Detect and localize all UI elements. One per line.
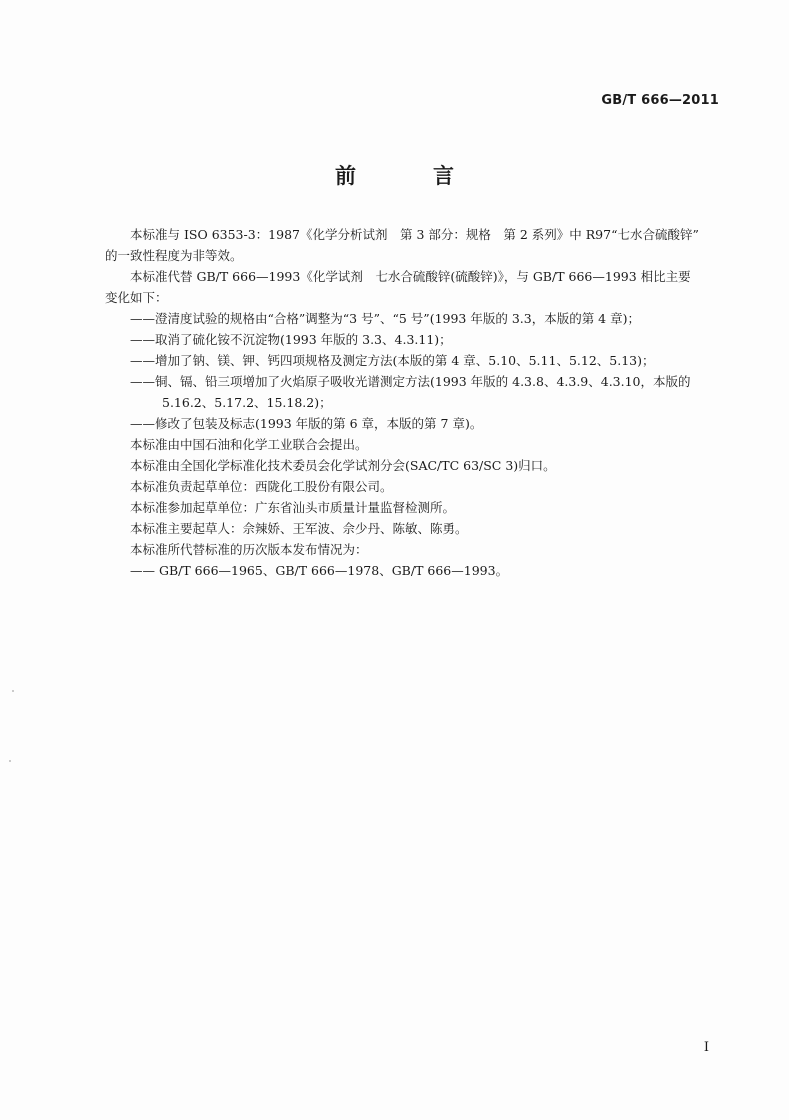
paragraph-drafting-unit: 本标准负责起草单位：西陇化工股份有限公司。: [130, 479, 393, 494]
scan-speck: [9, 760, 11, 762]
change-item-flame-aas-line1: ——铜、镉、铅三项增加了火焰原子吸收光谱测定方法(1993 年版的 4.3.8、4.3.9、4.3.10，本版的: [130, 374, 691, 389]
change-item-packaging: ——修改了包装及标志(1993 年版的第 6 章，本版的第 7 章)。: [130, 416, 483, 431]
paragraph-equivalence-line1: 本标准与 ISO 6353-3：1987《化学分析试剂 第 3 部分：规格 第 2 系列》中 R97“七水合硫酸锌”: [130, 227, 699, 242]
change-item-added-elements: ——增加了钠、镁、钾、钙四项规格及测定方法(本版的第 4 章、5.10、5.11、5.12、5.13)；: [130, 353, 655, 368]
page-title: 前 言: [335, 164, 482, 188]
paragraph-equivalence-line2: 的一致性程度为非等效。: [105, 248, 243, 263]
paragraph-centralized-by: 本标准由全国化学标准化技术委员会化学试剂分会(SAC/TC 63/SC 3)归口。: [130, 458, 556, 473]
change-item-ammonium-sulfide: ——取消了硫化铵不沉淀物(1993 年版的 3.3、4.3.11)；: [130, 332, 452, 347]
paragraph-drafters: 本标准主要起草人：佘辣娇、王军波、佘少丹、陈敏、陈勇。: [130, 521, 468, 536]
paragraph-participating-unit: 本标准参加起草单位：广东省汕头市质量计量监督检测所。: [130, 500, 456, 515]
change-item-flame-aas-line2: 5.16.2、5.17.2、15.18.2)；: [162, 395, 332, 410]
change-item-clarity: ——澄清度试验的规格由“合格”调整为“3 号”、“5 号”(1993 年版的 3.3，本版的第 4 章)；: [130, 311, 640, 326]
paragraph-proposed-by: 本标准由中国石油和化学工业联合会提出。: [130, 437, 368, 452]
paragraph-previous-editions: 本标准所代替标准的历次版本发布情况为：: [130, 542, 368, 557]
paragraph-replaces-line1: 本标准代替 GB/T 666—1993《化学试剂 七水合硫酸锌(硫酸锌)》，与 GB/T 666—1993 相比主要: [130, 269, 691, 284]
scan-speck: [12, 690, 14, 692]
foreword-body: [105, 224, 725, 581]
paragraph-replaces-line2: 变化如下：: [105, 290, 168, 305]
page-number: I: [703, 1040, 709, 1055]
previous-editions-list: —— GB/T 666—1965、GB/T 666—1978、GB/T 666—1993。: [130, 563, 509, 578]
standard-code: GB/T 666—2011: [601, 93, 719, 108]
